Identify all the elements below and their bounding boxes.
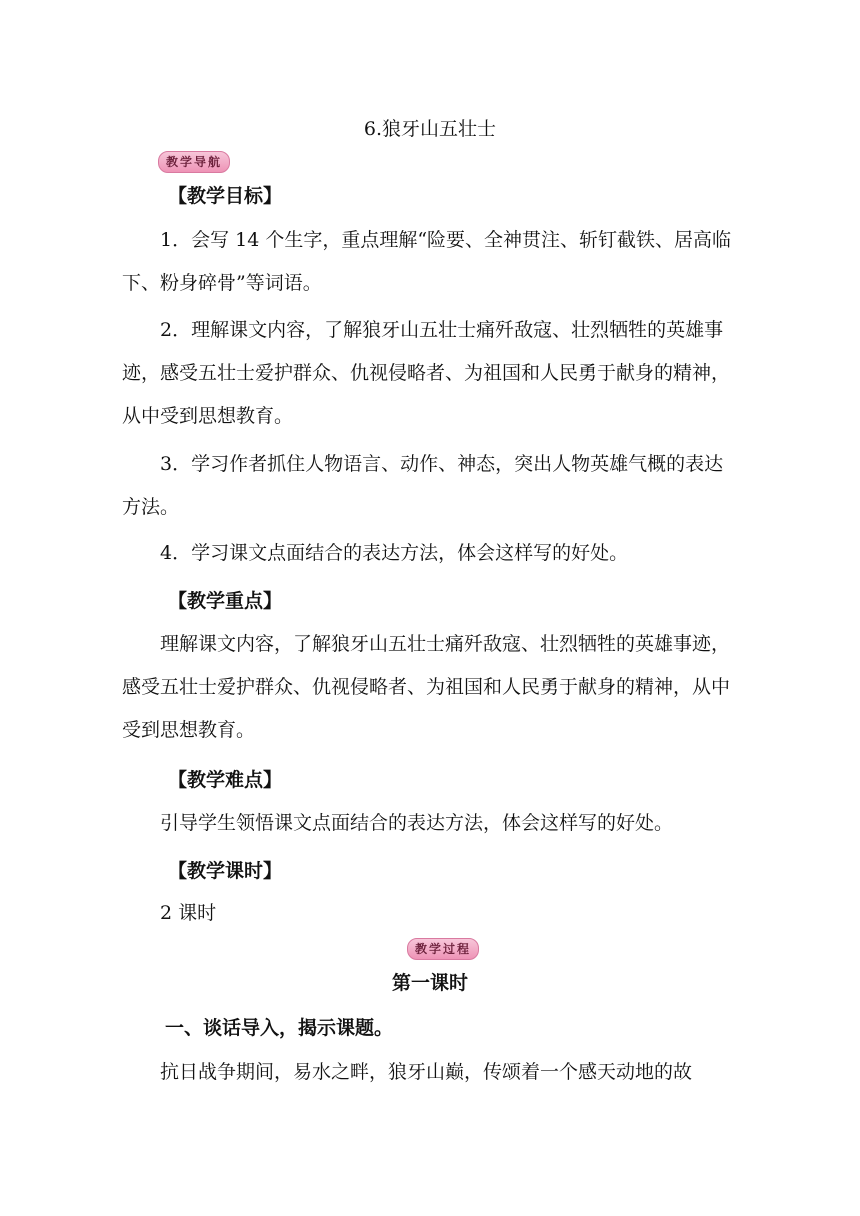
section-1-paragraph: 抗日战争期间，易水之畔，狼牙山巅，传颂着一个感天动地的故 xyxy=(160,1061,693,1083)
lesson-1-heading: 第一课时 xyxy=(391,972,468,994)
difficulties xyxy=(122,802,742,845)
hours-text: 2 课时 xyxy=(160,902,217,924)
hours xyxy=(122,892,742,935)
objectives-heading: 【教学目标】 xyxy=(168,185,283,207)
document-title: 6.狼牙山五壮士 xyxy=(363,118,497,140)
objective-4 xyxy=(122,532,742,575)
teaching-process-badge: 教学过程 xyxy=(407,938,479,960)
key-points-text: 理解课文内容，了解狼牙山五壮士痛歼敌寇、壮烈牺牲的英雄事迹，感受五壮士爱护群众、仇视侵略者、为祖国和人民勇于献身的精神，从中受到思想教育。 xyxy=(122,633,731,741)
hours-heading: 【教学课时】 xyxy=(168,860,283,882)
objective-2 xyxy=(122,309,742,438)
teaching-navigation-badge: 教学导航 xyxy=(158,151,230,173)
difficulties-text: 引导学生领悟课文点面结合的表达方法，体会这样写的好处。 xyxy=(160,812,674,834)
difficulties-heading: 【教学难点】 xyxy=(168,769,283,791)
objective-1 xyxy=(122,219,742,305)
objective-4-text: 4．学习课文点面结合的表达方法，体会这样写的好处。 xyxy=(160,542,629,564)
objective-1-text: 1．会写 14 个生字，重点理解“险要、全神贯注、斩钉截铁、居高临下、粉身碎骨”等词语。 xyxy=(122,229,732,294)
objective-2-text: 2．理解课文内容，了解狼牙山五壮士痛歼敌寇、壮烈牺牲的英雄事迹，感受五壮士爱护群众、仇视侵略者、为祖国和人民勇于献身的精神，从中受到思想教育。 xyxy=(122,319,731,427)
key-points-heading: 【教学重点】 xyxy=(168,590,283,612)
section-1-text xyxy=(122,1051,742,1094)
objective-3-text: 3．学习作者抓住人物语言、动作、神态，突出人物英雄气概的表达方法。 xyxy=(122,453,724,518)
key-points xyxy=(122,623,742,752)
section-1-heading: 一、谈话导入，揭示课题。 xyxy=(165,1017,394,1039)
objective-3 xyxy=(122,443,742,529)
